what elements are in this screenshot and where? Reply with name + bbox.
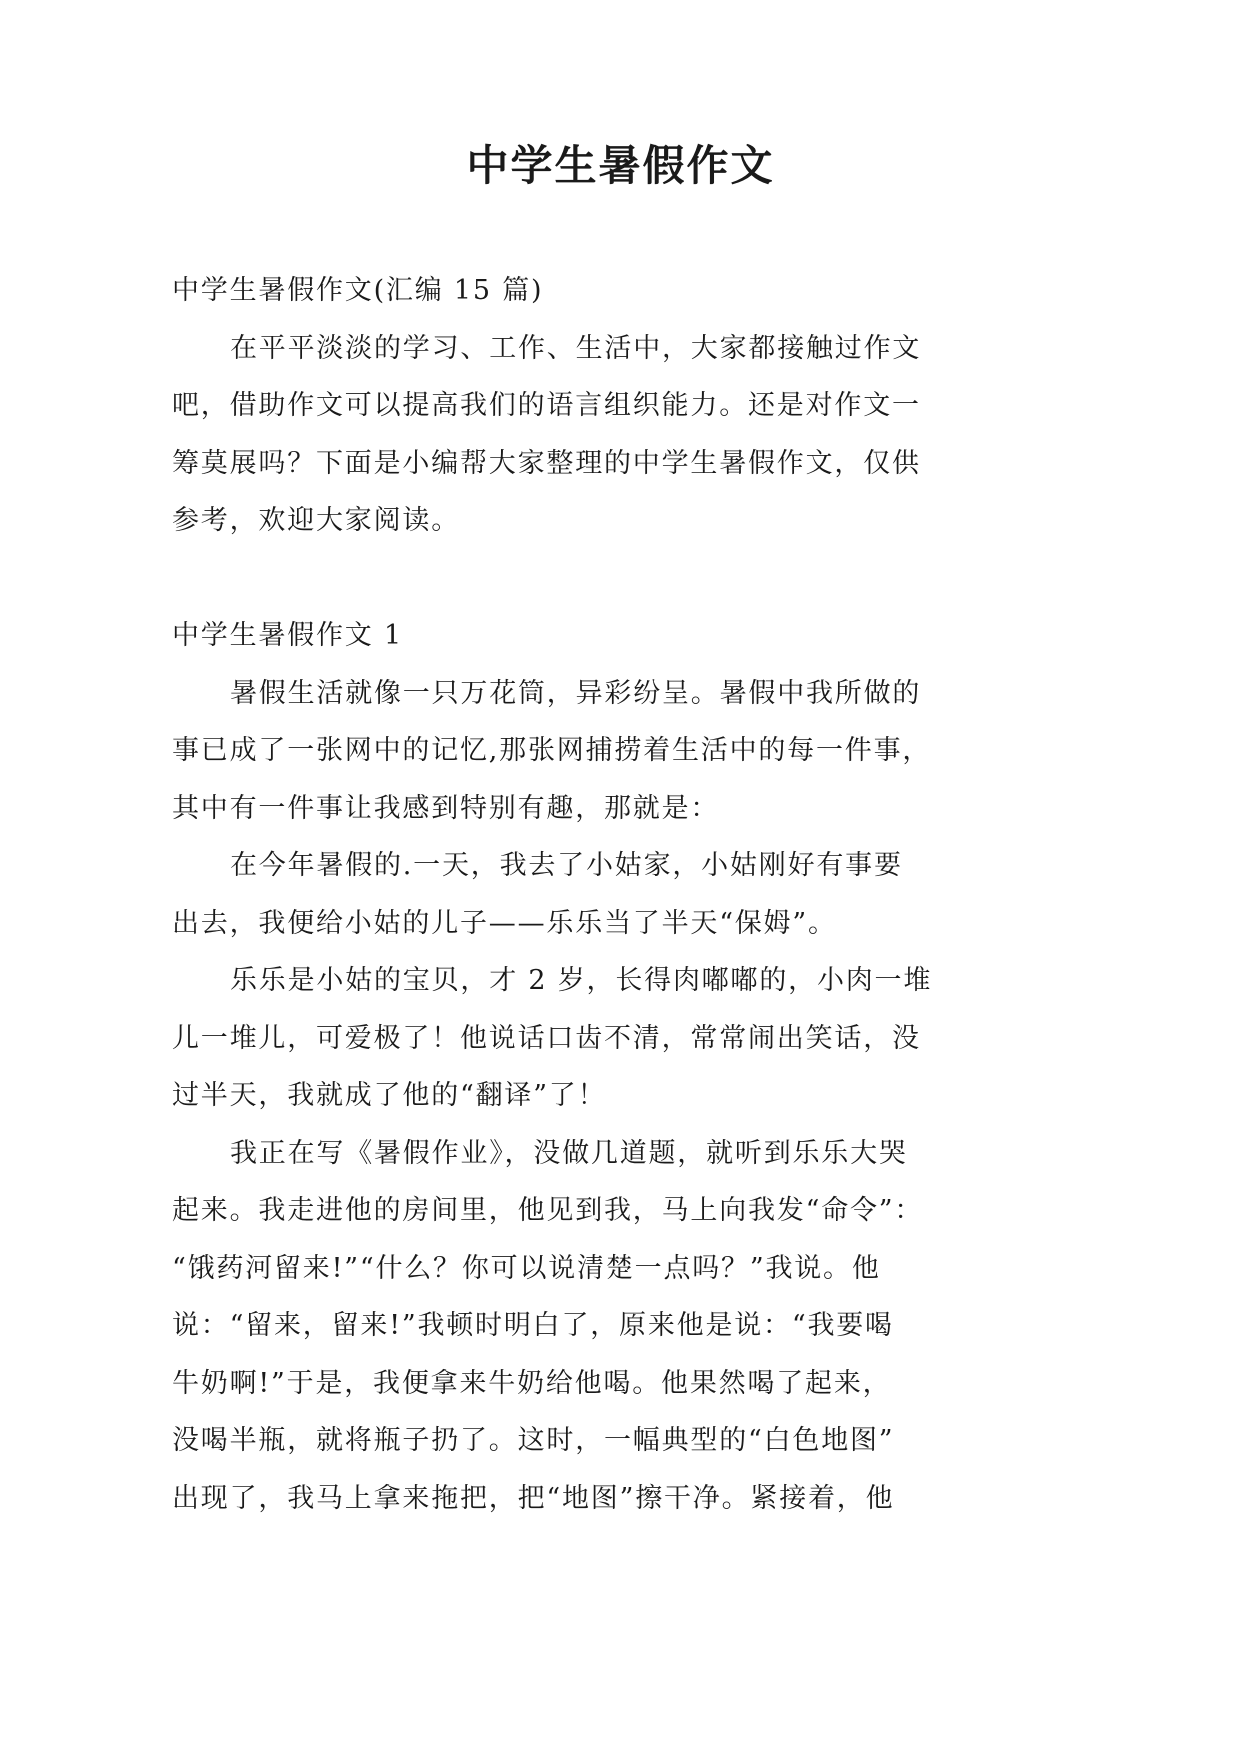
section-heading: 中学生暑假作文 1: [172, 620, 403, 651]
essay-line: 说：“留来，留来!”我顿时明白了，原来他是说：“我要喝: [172, 1310, 894, 1341]
essay-line: 牛奶啊!”于是，我便拿来牛奶给他喝。他果然喝了起来，: [172, 1367, 892, 1399]
essay-line: 乐乐是小姑的宝贝，才 2 岁，长得肉嘟嘟的，小肉一堆: [230, 965, 933, 996]
essay-line: 儿一堆儿，可爱极了！他说话口齿不清，常常闹出笑话，没: [172, 1022, 921, 1054]
essay-line: 起来。我走进他的房间里，他见到我，马上向我发“命令”：: [172, 1195, 924, 1226]
essay-line: “饿药河留来!”“什么？你可以说清楚一点吗？”我说。他: [172, 1252, 881, 1284]
essay-line: 过半天，我就成了他的“翻译”了！: [172, 1080, 607, 1111]
document-subtitle: 中学生暑假作文(汇编 15 篇): [172, 275, 544, 306]
intro-line: 吧，借助作文可以提高我们的语言组织能力。还是对作文一: [172, 390, 921, 421]
paragraph-spacer: [172, 550, 972, 608]
essay-line: 在今年暑假的.一天，我去了小姑家，小姑刚好有事要: [230, 850, 903, 881]
essay-line: 出去，我便给小姑的儿子——乐乐当了半天“保姆”。: [172, 907, 837, 939]
document-title: 中学生暑假作文: [466, 141, 775, 190]
essay-line: 出现了，我马上拿来拖把，把“地图”擦干净。紧接着，他: [172, 1482, 895, 1514]
document-body: [172, 262, 972, 1527]
essay-line: 其中有一件事让我感到特别有趣，那就是：: [172, 792, 720, 824]
essay-line: 没喝半瓶，就将瓶子扔了。这时，一幅典型的“白色地图”: [172, 1425, 895, 1456]
intro-line: 筹莫展吗？下面是小编帮大家整理的中学生暑假作文，仅供: [172, 447, 921, 479]
essay-line: 暑假生活就像一只万花筒，异彩纷呈。暑假中我所做的: [230, 677, 922, 709]
essay-line: 事已成了一张网中的记忆,那张网捕捞着生活中的每一件事，: [172, 735, 932, 766]
intro-line: 在平平淡淡的学习、工作、生活中，大家都接触过作文: [230, 332, 922, 364]
essay-line: 我正在写《暑假作业》，没做几道题，就听到乐乐大哭: [230, 1137, 908, 1169]
intro-line: 参考，欢迎大家阅读。: [172, 505, 460, 536]
